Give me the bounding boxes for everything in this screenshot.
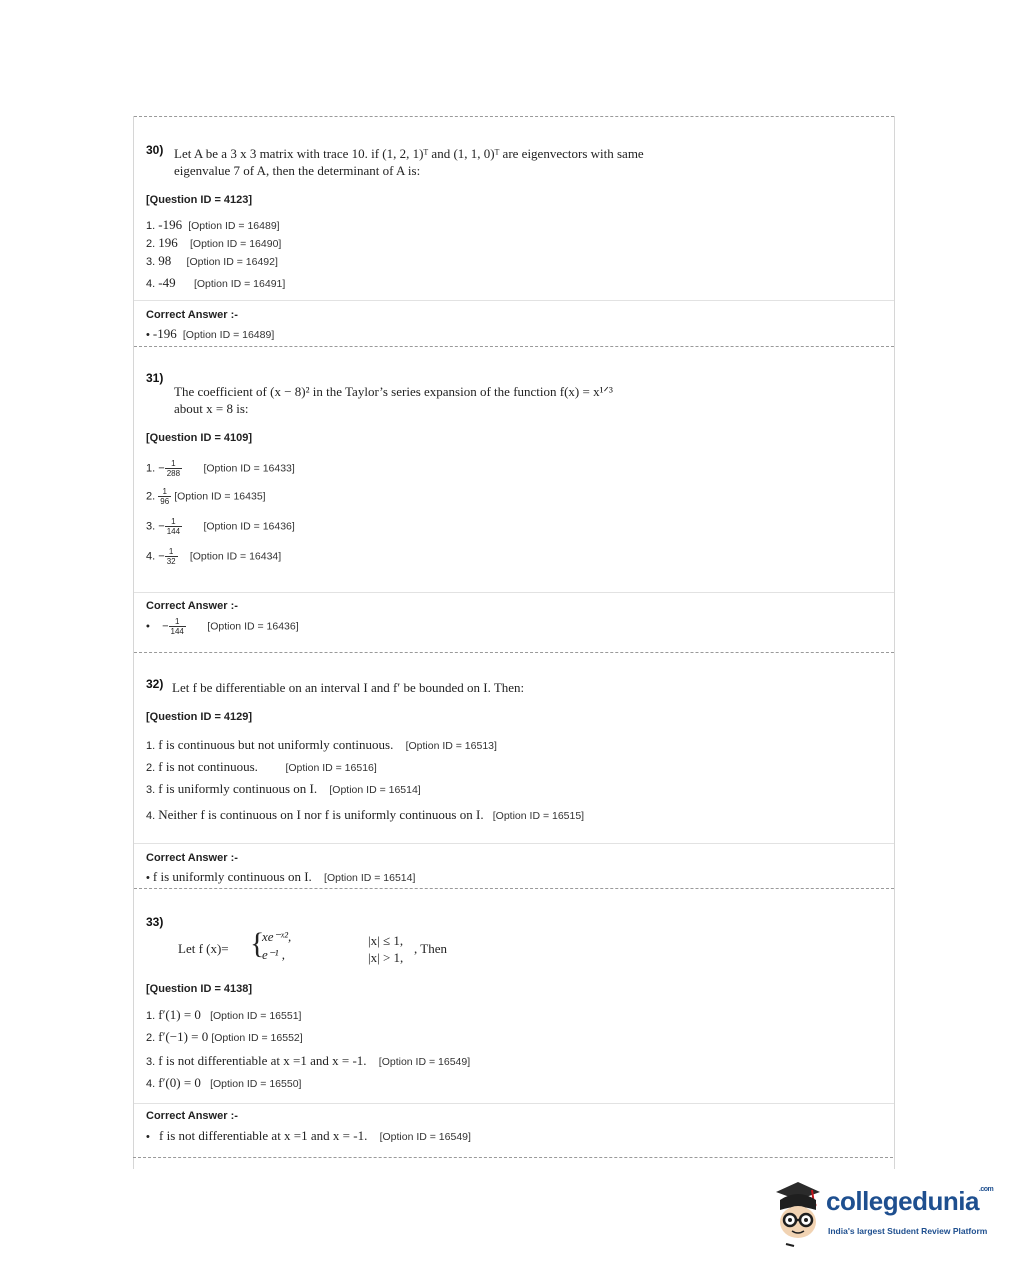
option-item[interactable] <box>146 547 281 566</box>
option-index: 1. <box>146 220 156 232</box>
denominator: 144 <box>170 627 184 636</box>
stem-let: Let f (x)= <box>178 941 229 956</box>
option-value: 196 <box>158 235 178 250</box>
question-stem <box>174 383 613 417</box>
fraction <box>165 547 178 566</box>
numerator: 1 <box>165 517 182 527</box>
numerator: 1 <box>169 617 186 627</box>
option-id: [Option ID = 16435] <box>174 490 266 503</box>
numerator: 1 <box>158 487 171 497</box>
option-index: 4. <box>146 1078 156 1090</box>
question-32 <box>134 652 894 889</box>
case-expression: xe⁻ˣ², <box>262 929 292 944</box>
option-item[interactable] <box>146 487 266 506</box>
stem-line: Let f be differentiable on an interval I and f′ be bounded on I. Then: <box>172 680 525 695</box>
denominator: 288 <box>166 469 181 478</box>
correct-answer-box <box>134 843 894 890</box>
denominator: 96 <box>160 497 170 506</box>
option-index: 3. <box>146 1056 156 1068</box>
option-value: f is not differentiable at x =1 and x = -1. <box>158 1053 367 1068</box>
numerator: 1 <box>165 547 178 557</box>
minus-sign: − <box>158 550 165 563</box>
correct-answer-box <box>134 592 894 653</box>
option-value: f is uniformly continuous on I. <box>158 781 318 796</box>
correct-answer <box>146 869 415 885</box>
option-item[interactable] <box>146 1053 470 1069</box>
option-index: 4. <box>146 278 156 290</box>
option-item[interactable] <box>146 1075 301 1091</box>
option-index: 1. <box>146 740 156 752</box>
option-item[interactable] <box>146 275 285 291</box>
bullet-icon: • <box>146 1131 150 1143</box>
option-item[interactable] <box>146 759 377 775</box>
option-value: -196 <box>158 217 183 232</box>
option-index: 4. <box>146 550 156 563</box>
question-sheet <box>133 116 895 1169</box>
option-index: 1. <box>146 462 156 475</box>
option-value: Neither f is continuous on I nor f is uniformly continuous on I. <box>158 807 484 822</box>
correct-answer <box>146 1128 471 1144</box>
stem-line: Let A be a 3 x 3 matrix with trace 10. if (1, 2, 1)ᵀ and (1, 1, 0)ᵀ are eigenvectors with same <box>174 146 644 161</box>
option-value: f is continuous but not uniformly continuous. <box>158 737 394 752</box>
option-id: [Option ID = 16436] <box>207 620 299 633</box>
question-id: [Question ID = 4138] <box>146 983 253 995</box>
option-id: [Option ID = 16434] <box>189 550 282 563</box>
minus-sign: − <box>162 620 169 633</box>
option-item[interactable] <box>146 781 421 797</box>
option-id: [Option ID = 16552] <box>211 1032 303 1044</box>
option-index: 2. <box>146 238 156 250</box>
option-item[interactable] <box>146 235 281 251</box>
question-number: 33) <box>146 915 164 929</box>
minus-sign: − <box>158 520 165 533</box>
option-value: f is not continuous. <box>158 759 258 774</box>
piecewise-function <box>178 929 498 969</box>
bullet-icon: • <box>146 329 150 341</box>
option-index: 3. <box>146 256 156 268</box>
option-id: [Option ID = 16489] <box>182 329 275 341</box>
option-item[interactable] <box>146 807 584 823</box>
option-value: -49 <box>158 275 176 290</box>
fraction <box>165 517 182 536</box>
option-id: [Option ID = 16513] <box>405 740 497 752</box>
option-index: 2. <box>146 762 156 774</box>
option-id: [Option ID = 16490] <box>189 238 282 250</box>
option-id: [Option ID = 16551] <box>210 1010 302 1022</box>
option-id: [Option ID = 16514] <box>324 872 416 884</box>
stem-line: The coefficient of (x − 8)² in the Taylor’s series expansion of the function f(x) = x¹ᐟ³ <box>174 384 613 399</box>
option-index: 4. <box>146 810 156 822</box>
option-item[interactable] <box>146 517 295 536</box>
option-id: [Option ID = 16436] <box>203 520 295 533</box>
option-id: [Option ID = 16549] <box>379 1131 471 1143</box>
divider <box>133 1157 893 1158</box>
question-number: 31) <box>146 371 164 385</box>
fraction <box>169 617 186 636</box>
denominator: 144 <box>166 527 181 536</box>
option-id: [Option ID = 16514] <box>329 784 421 796</box>
option-index: 3. <box>146 784 156 796</box>
mascot-icon <box>768 1178 826 1248</box>
option-index: 3. <box>146 520 156 533</box>
fraction <box>165 459 182 478</box>
case-expression: e⁻¹ , <box>262 947 286 962</box>
collegedunia-logo <box>768 1178 1008 1248</box>
option-index: 2. <box>146 490 156 503</box>
option-value: 98 <box>158 253 172 268</box>
option-item[interactable] <box>146 459 295 478</box>
option-item[interactable] <box>146 737 497 753</box>
correct-answer-box <box>134 1103 894 1158</box>
correct-answer-value: f is uniformly continuous on I. <box>152 869 312 884</box>
correct-answer-box <box>134 300 894 347</box>
logo-text: collegedunia <box>826 1186 979 1216</box>
option-id: [Option ID = 16515] <box>492 810 585 822</box>
fraction <box>158 487 171 506</box>
correct-answer-label: Correct Answer :- <box>146 309 238 321</box>
correct-answer <box>146 326 274 342</box>
option-item[interactable] <box>146 217 280 233</box>
question-id: [Question ID = 4123] <box>146 194 253 206</box>
option-item[interactable] <box>146 1029 303 1045</box>
option-id: [Option ID = 16492] <box>186 256 278 268</box>
case-condition: |x| ≤ 1, <box>368 933 404 948</box>
option-id: [Option ID = 16489] <box>188 220 280 232</box>
option-item[interactable] <box>146 253 278 269</box>
bullet-icon: • <box>146 620 150 633</box>
question-id: [Question ID = 4129] <box>146 711 253 723</box>
option-id: [Option ID = 16433] <box>203 462 295 475</box>
question-33 <box>134 888 894 1157</box>
correct-answer <box>146 617 299 636</box>
numerator: 1 <box>165 459 182 469</box>
correct-answer-value: -196 <box>152 326 177 341</box>
option-value: f′(0) = 0 <box>158 1075 201 1090</box>
option-id: [Option ID = 16549] <box>378 1056 471 1068</box>
option-item[interactable] <box>146 1007 301 1023</box>
question-stem <box>172 679 524 696</box>
stem-then: , Then <box>414 941 447 956</box>
question-stem <box>174 145 644 179</box>
option-value: f′(−1) = 0 <box>158 1029 209 1044</box>
correct-answer-label: Correct Answer :- <box>146 852 238 864</box>
logo-tagline: India's largest Student Review Platform <box>828 1226 988 1236</box>
case-condition: |x| > 1, <box>368 950 404 965</box>
stem-line: about x = 8 is: <box>174 401 249 416</box>
question-30 <box>134 116 894 347</box>
correct-answer-label: Correct Answer :- <box>146 1110 238 1122</box>
brace-icon: { <box>250 927 265 960</box>
option-index: 2. <box>146 1032 156 1044</box>
question-id: [Question ID = 4109] <box>146 432 253 444</box>
minus-sign: − <box>158 462 165 475</box>
logo-suffix: .com <box>978 1186 994 1193</box>
logo-wordmark <box>826 1186 993 1217</box>
question-31 <box>134 346 894 653</box>
option-id: [Option ID = 16516] <box>285 762 377 774</box>
option-id: [Option ID = 16491] <box>193 278 286 290</box>
stem-line: eigenvalue 7 of A, then the determinant of A is: <box>174 163 421 178</box>
correct-answer-label: Correct Answer :- <box>146 600 238 612</box>
denominator: 32 <box>166 557 176 566</box>
correct-answer-value: f is not differentiable at x =1 and x = -1. <box>159 1128 368 1143</box>
question-number: 32) <box>146 677 164 691</box>
option-value: f′(1) = 0 <box>158 1007 201 1022</box>
option-id: [Option ID = 16550] <box>210 1078 302 1090</box>
bullet-icon: • <box>146 872 150 884</box>
question-number: 30) <box>146 143 164 157</box>
option-index: 1. <box>146 1010 156 1022</box>
